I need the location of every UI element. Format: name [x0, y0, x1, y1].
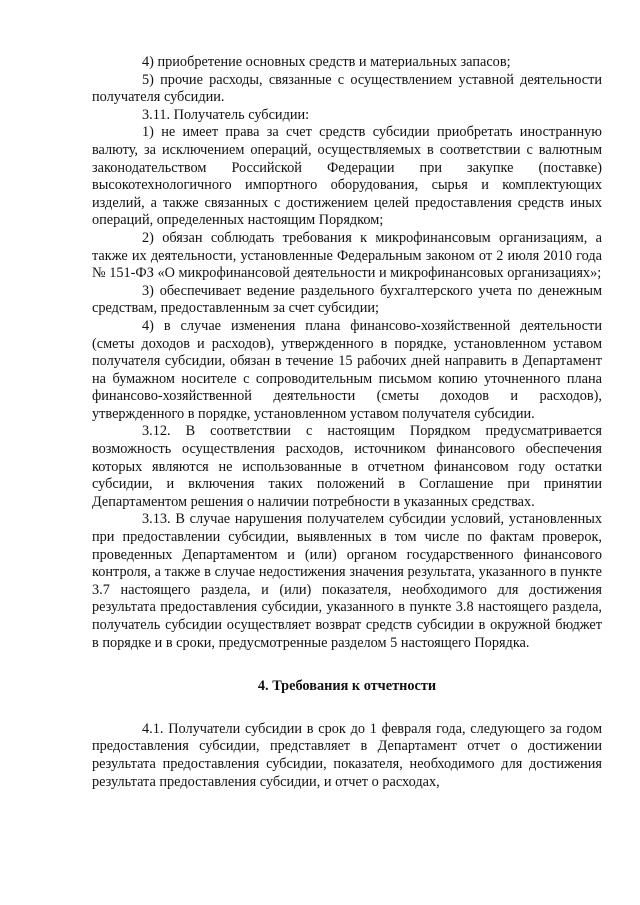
paragraph-3-11-item-4: 4) в случае изменения плана финансово-хозяйственной деятельности (сметы доходов и расходов), утвержденного в порядке, установленном уставом получателя субсидии, обязан в течение 15 рабочих дней направить в Департамент на бумажном носителе с сопроводительным письмом копию уточненного плана финансово-хозяйственной деятельности (сметы доходов и расходов), утвержденного в порядке, установленном уставом получателя субсидии.: [92, 317, 602, 422]
section-heading: 4. Требования к отчетности: [257, 678, 437, 695]
paragraph-3-11-item-3: 3) обеспечивает ведение раздельного бухгалтерского учета по денежным средствам, предоставленным за счет субсидии;: [92, 282, 602, 317]
paragraph-3-13: 3.13. В случае нарушения получателем субсидии условий, установленных при предоставлении субсидии, выявленных в том числе по фактам проверок, проведенных Департаментом и (или) органом государственного финансового контроля, а также в случае недостижения значения результата, указанного в пункте 3.7 настоящего раздела, и (или) показателя, необходимого для достижения результата предоставления субсидии, указанного в пункте 3.8 настоящего раздела, получатель субсидии осуществляет возврат средств субсидии в окружной бюджет в порядке и в сроки, предусмотренные разделом 5 настоящего Порядка.: [92, 511, 602, 651]
paragraph-3-12: 3.12. В соответствии с настоящим Порядком предусматривается возможность осуществления расходов, источником финансового обеспечения которых являются не использованные в отчетном финансовом году остатки субсидии, и включения таких положений в Соглашение при принятии Департаментом решения о наличии потребности в указанных средствах.: [92, 423, 602, 510]
paragraph-4-1: 4.1. Получатели субсидии в срок до 1 февраля года, следующего за годом предоставления субсидии, представляет в Департамент отчет о достижении результата предоставления субсидии, показателя, необходимого для достижения результата предоставления субсидии, и отчет о расходах,: [92, 720, 602, 790]
document-body: [92, 54, 602, 791]
paragraph-3-11: 3.11. Получатель субсидии:: [142, 106, 310, 123]
paragraph-5-other-expenses: 5) прочие расходы, связанные с осуществлением уставной деятельности получателя субсидии.: [92, 71, 602, 106]
paragraph-3-11-item-2: 2) обязан соблюдать требования к микрофинансовым организациям, а также их деятельности, установленные Федеральным законом от 2 июля 2010 года № 151-ФЗ «О микрофинансовой деятельности и микрофинансовых организациях»;: [92, 229, 602, 282]
paragraph-3-11-item-1: 1) не имеет права за счет средств субсидии приобретать иностранную валюту, за исключением операций, осуществляемых в соответствии с валютным законодательством Российской Федерации при закупке (поставке) высокотехнологичного импортного оборудования, сырья и комплектующих изделий, а также связанных с достижением целей предоставления средств иных операций, определенных настоящим Порядком;: [92, 124, 602, 229]
paragraph-4-fixed-assets: 4) приобретение основных средств и материальных запасов;: [142, 54, 511, 70]
